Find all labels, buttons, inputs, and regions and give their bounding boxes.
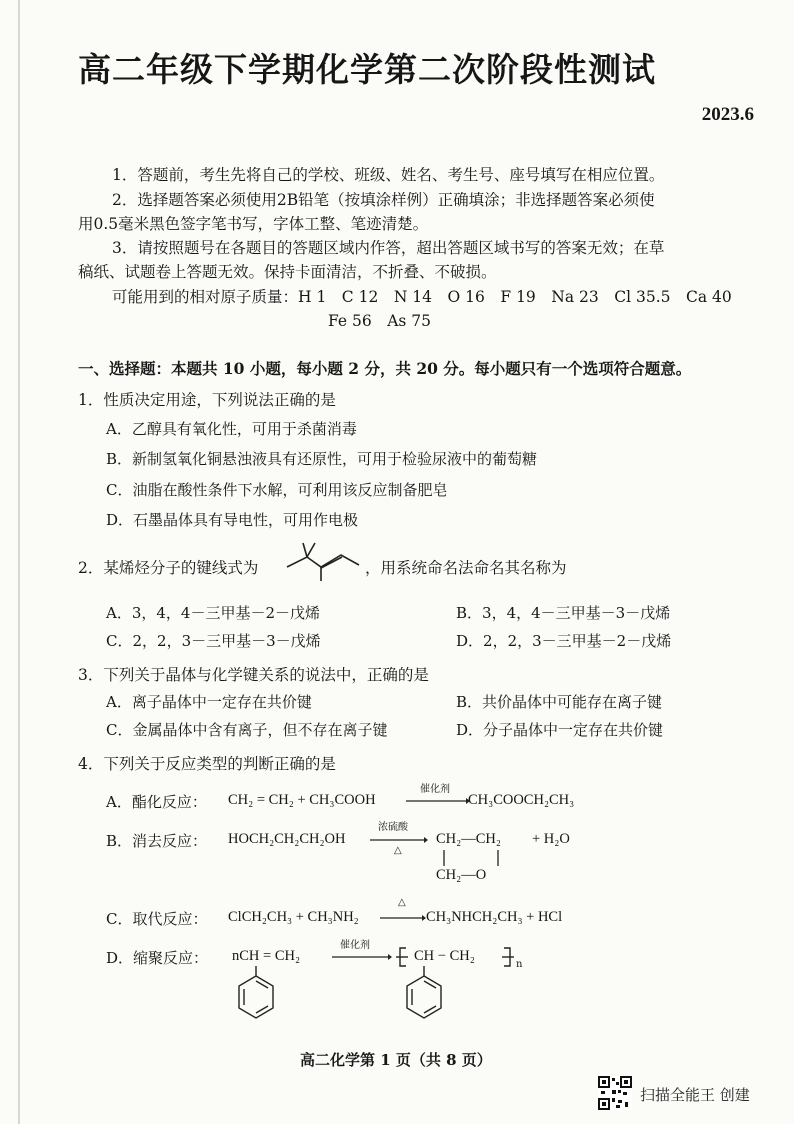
option-c-products: CH₃NHCH₂CH₃ + HCl [426,909,563,925]
option-a-products: CH₃COOCH₂CH₃ [468,792,575,808]
oxetane-ring-bottom: CH₂—O [436,867,487,883]
question-2-option-b[interactable]: B．3，4，4－三甲基－3－戊烯 [456,604,671,622]
page-edge-shadow [18,0,20,1124]
option-d-condition: 催化剂 [340,940,370,951]
exam-date: 2023.6 [701,104,754,125]
option-a-condition: 催化剂 [420,784,450,795]
benzene-ring-icon [404,966,444,1038]
skeletal-formula-diagram [285,543,365,583]
atomic-mass-line: 可能用到的相对原子质量：H 1 C 12 N 14 O 16 F 19 Na 23 Cl 35.5 Ca 40 [112,288,732,306]
question-4-option-b-label[interactable]: B．消去反应： [106,832,208,850]
question-3-stem: 3．下列关于晶体与化学键关系的说法中，正确的是 [78,666,429,684]
option-d-polymer-unit: CH − CH₂ [414,948,475,964]
scanner-watermark: 扫描全能王 创建 [640,1086,750,1104]
question-3-option-d[interactable]: D．分子晶体中一定存在共价键 [456,721,664,739]
question-1-stem: 1．性质决定用途，下列说法正确的是 [78,391,336,409]
question-3-option-c[interactable]: C．金属晶体中含有离子，但不存在离子键 [106,721,388,739]
atomic-mass-line: Fe 56 As 75 [328,312,432,330]
oxetane-ring-bonds [436,847,516,869]
question-2-option-a[interactable]: A．3，4，4－三甲基－2－戊烯 [106,604,321,622]
instruction-line: 3．请按照题号在各题目的答题区域内作答，超出答题区域书写的答案无效；在草 [112,239,665,257]
question-2-option-c[interactable]: C．2，2，3－三甲基－3－戊烯 [106,632,321,650]
page-title: 高二年级下学期化学第二次阶段性测试 [78,50,656,89]
instruction-line: 稿纸、试题卷上答题无效。保持卡面清洁，不折叠、不破损。 [78,263,497,281]
option-b-condition-top: 浓硫酸 [378,822,408,833]
question-2-stem-suffix: ，用系统命名法命名其名称为 [365,559,567,577]
question-4-option-c-label[interactable]: C．取代反应： [106,910,208,928]
section-heading: 一、选择题：本题共 10 小题，每小题 2 分，共 20 分。每小题只有一个选项符合题意。 [78,359,692,378]
option-c-reactants: ClCH₂CH₃ + CH₃NH₂ [228,909,359,925]
question-3-option-b[interactable]: B．共价晶体中可能存在离子键 [456,693,663,711]
instruction-line: 2．选择题答案必须使用2B铅笔（按填涂样例）正确填涂；非选择题答案必须使 [112,191,655,209]
reaction-arrow-icon [370,836,428,844]
question-1-option-d[interactable]: D．石墨晶体具有导电性，可用作电极 [106,511,359,529]
option-b-condition-bottom: △ [394,845,402,856]
option-b-reactant: HOCH₂CH₂CH₂OH [228,831,346,847]
oxetane-ring-top: CH₂—CH₂ [436,831,501,847]
question-3-option-a[interactable]: A．离子晶体中一定存在共价键 [106,693,312,711]
instruction-line: 1．答题前，考生先将自己的学校、班级、姓名、考生号、座号填写在相应位置。 [112,166,665,184]
question-4-option-d-label[interactable]: D．缩聚反应： [106,949,209,967]
question-1-option-b[interactable]: B．新制氢氧化铜悬浊液具有还原性，可用于检验尿液中的葡萄糖 [106,450,538,468]
reaction-arrow-icon [406,797,470,805]
option-a-reactants: CH₂ = CH₂ + CH₃COOH [228,792,376,808]
reaction-arrow-icon [380,914,426,922]
question-1-option-c[interactable]: C．油脂在酸性条件下水解，可利用该反应制备肥皂 [106,481,448,499]
question-2-option-d[interactable]: D．2，2，3－三甲基－2－戊烯 [456,632,672,650]
question-2-stem: 2．某烯烃分子的键线式为 [78,559,259,577]
qr-code-icon [598,1076,632,1110]
instruction-line: 用0.5毫米黑色签字笔书写，字体工整、笔迹清楚。 [78,215,429,233]
question-4-option-a-label[interactable]: A．酯化反应： [106,793,207,811]
question-4-stem: 4．下列关于反应类型的判断正确的是 [78,755,336,773]
question-1-option-a[interactable]: A．乙醇具有氧化性，可用于杀菌消毒 [106,420,357,438]
option-d-degree: n [516,959,523,970]
page-footer: 高二化学第 1 页（共 8 页） [300,1051,492,1069]
option-b-water: + H₂O [532,831,570,847]
benzene-ring-icon [236,966,276,1038]
option-d-monomer: nCH = CH₂ [232,948,301,964]
reaction-arrow-icon [332,953,392,961]
option-c-condition: △ [398,897,406,908]
